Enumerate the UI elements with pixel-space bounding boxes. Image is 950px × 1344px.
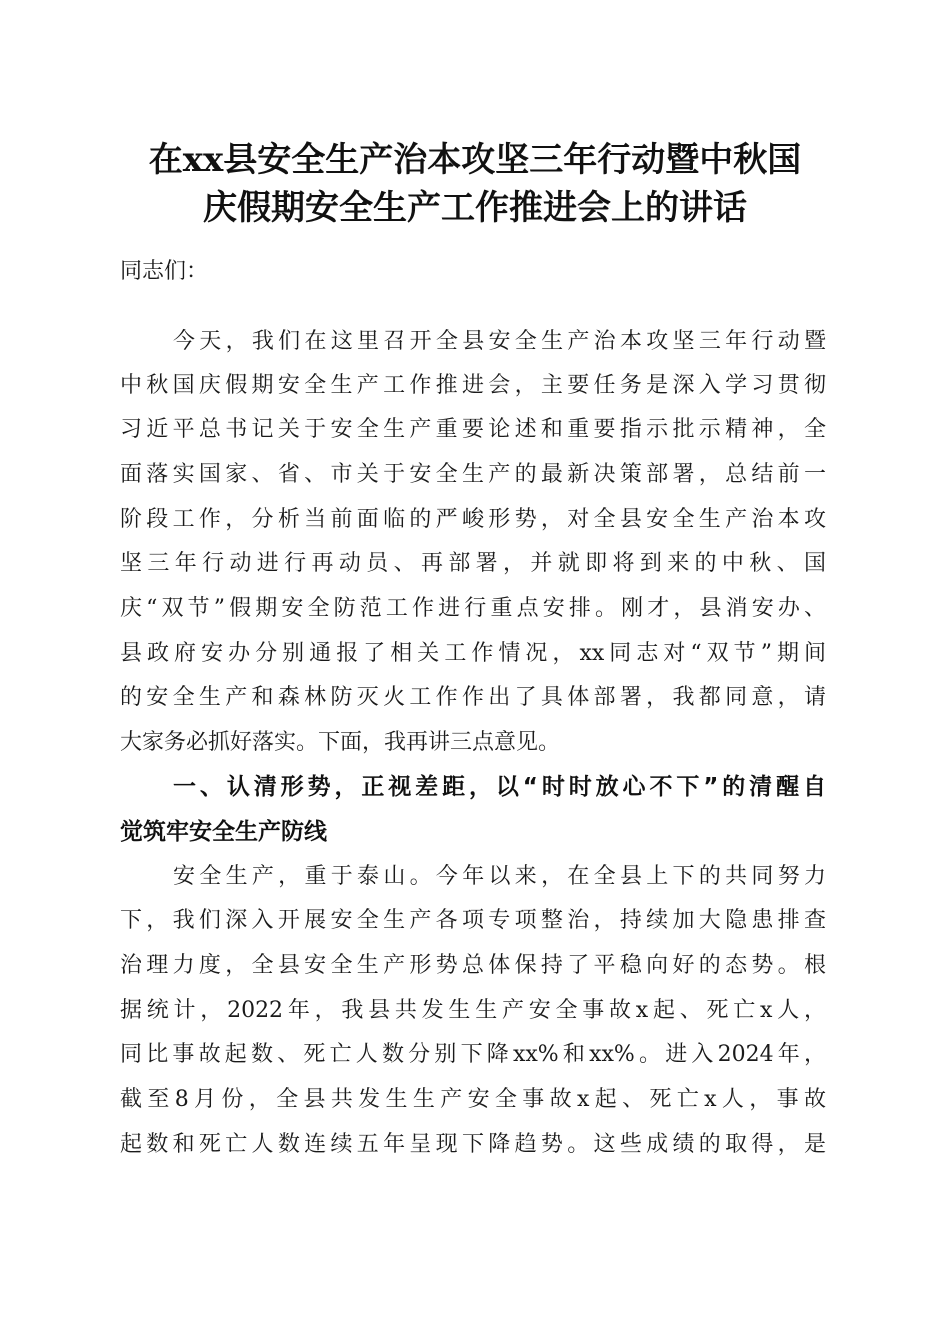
paragraph-1-line: 的安全生产和森林防灭火工作作出了具体部署，我都同意，请	[120, 685, 826, 710]
paragraph-1-line: 今天，我们在这里召开全县安全生产治本攻坚三年行动暨	[173, 329, 826, 354]
section-heading-line: 一、认清形势，正视差距，以“时时放心不下”的清醒自	[173, 774, 826, 800]
paragraph-1-line: 中秋国庆假期安全生产工作推进会，主要任务是深入学习贯彻	[120, 373, 826, 398]
paragraph-2-line: 安全生产，重于泰山。今年以来，在全县上下的共同努力	[173, 864, 826, 889]
paragraph-2-line: 同比事故起数、死亡人数分别下降xx%和xx%。进入2024年，	[120, 1042, 826, 1067]
paragraph-2-line: 截至8月份，全县共发生生产安全事故x起、死亡x人，事故	[120, 1087, 826, 1112]
paragraph-1-line: 坚三年行动进行再动员、再部署，并就即将到来的中秋、国	[120, 551, 826, 576]
document-title-line-1: 在xx县安全生产治本攻坚三年行动暨中秋国	[148, 140, 802, 180]
paragraph-2-line: 下，我们深入开展安全生产各项专项整治，持续加大隐患排查	[120, 908, 826, 933]
paragraph-1-line: 阶段工作，分析当前面临的严峻形势，对全县安全生产治本攻	[120, 507, 826, 532]
paragraph-2-line: 治理力度，全县安全生产形势总体保持了平稳向好的态势。根	[120, 953, 826, 978]
section-heading-line: 觉筑牢安全生产防线	[120, 819, 327, 845]
paragraph-2-line: 据统计，2022年，我县共发生生产安全事故x起、死亡x人，	[120, 998, 826, 1023]
paragraph-2-line: 起数和死亡人数连续五年呈现下降趋势。这些成绩的取得，是	[120, 1132, 826, 1157]
salutation: 同志们：	[120, 259, 209, 284]
paragraph-1-line: 习近平总书记关于安全生产重要论述和重要指示批示精神，全	[120, 417, 826, 442]
paragraph-1-line: 面落实国家、省、市关于安全生产的最新决策部署，总结前一	[120, 462, 826, 487]
document-title-line-2: 庆假期安全生产工作推进会上的讲话	[203, 188, 747, 228]
paragraph-1-line: 庆“双节”假期安全防范工作进行重点安排。刚才，县消安办、	[120, 596, 826, 621]
paragraph-1-line: 大家务必抓好落实。下面，我再讲三点意见。	[120, 730, 561, 755]
paragraph-1-line: 县政府安办分别通报了相关工作情况，xx同志对“双节”期间	[120, 641, 826, 666]
